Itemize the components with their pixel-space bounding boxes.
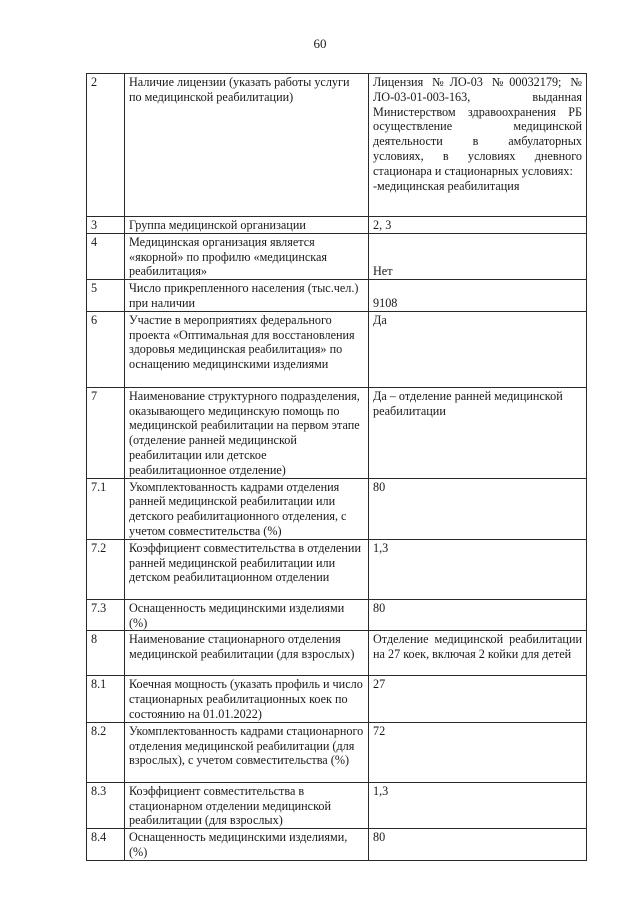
row-parameter: Оснащенность медицинскими изделиями, (%): [125, 829, 369, 861]
table-row: [87, 217, 587, 234]
row-parameter: Укомплектованность кадрами отделения ранней медицинской реабилитации или детского реабилитационного отделения, с учетом совместительства (%): [125, 478, 369, 539]
row-number: 5: [87, 280, 125, 312]
row-parameter: Группа медицинской организации: [125, 217, 369, 234]
table-row: [87, 478, 587, 539]
row-parameter: Коэффициент совместительства в стационарном отделении медицинской реабилитации (для взрослых): [125, 782, 369, 828]
row-value: Лицензия №ЛО-03 №00032179; № ЛО-03-01-003-163, выданная Министерством здравоохранения РБ осуществление медицинской деятельности в амбулаторных условиях, в условиях дневного стационара и стационарных условиях: -медицинская реабилитация: [369, 74, 587, 217]
table-row: [87, 782, 587, 828]
row-parameter: Наименование стационарного отделения медицинской реабилитации (для взрослых): [125, 631, 369, 676]
table-row: [87, 233, 587, 279]
row-value: 2, 3: [369, 217, 587, 234]
row-value: Да – отделение ранней медицинской реабилитации: [369, 387, 587, 478]
row-value: Да: [369, 311, 587, 387]
row-number: 8.2: [87, 722, 125, 782]
row-parameter: Коечная мощность (указать профиль и число стационарных реабилитационных коек по состоянию на 01.01.2022): [125, 676, 369, 722]
row-value: 80: [369, 599, 587, 631]
row-number: 8.4: [87, 829, 125, 861]
row-value: 9108: [369, 280, 587, 312]
row-number: 7.1: [87, 478, 125, 539]
row-value: Нет: [369, 233, 587, 279]
table-row: [87, 676, 587, 722]
table-row: [87, 599, 587, 631]
row-parameter: Число прикрепленного населения (тыс.чел.) при наличии: [125, 280, 369, 312]
table-row: [87, 631, 587, 676]
row-value: 1,3: [369, 539, 587, 599]
row-number: 4: [87, 233, 125, 279]
table-row: [87, 722, 587, 782]
row-parameter: Медицинская организация является «якорной» по профилю «медицинская реабилитация»: [125, 233, 369, 279]
row-parameter: Наименование структурного подразделения, оказывающего медицинскую помощь по медицинской реабилитации на первом этапе (отделение ранней медицинской реабилитации или детское реабилитационное отделение): [125, 387, 369, 478]
row-parameter: Наличие лицензии (указать работы услуги по медицинской реабилитации): [125, 74, 369, 217]
row-number: 8.3: [87, 782, 125, 828]
row-number: 2: [87, 74, 125, 217]
table-row: [87, 311, 587, 387]
row-parameter: Укомплектованность кадрами стационарного отделения медицинской реабилитации (для взрослых), с учетом совместительства (%): [125, 722, 369, 782]
row-value: 27: [369, 676, 587, 722]
row-number: 6: [87, 311, 125, 387]
table-row: [87, 280, 587, 312]
row-value: 80: [369, 829, 587, 861]
row-number: 7.2: [87, 539, 125, 599]
row-number: 3: [87, 217, 125, 234]
row-number: 8.1: [87, 676, 125, 722]
row-parameter: Коэффициент совместительства в отделении ранней медицинской реабилитации или детском реабилитационном отделении: [125, 539, 369, 599]
data-table: [86, 73, 587, 861]
row-value: Отделение медицинской реабилитации на 27 коек, включая 2 койки для детей: [369, 631, 587, 676]
row-parameter: Участие в мероприятиях федерального проекта «Оптимальная для восстановления здоровья медицинская реабилитация» по оснащению медицинскими изделиями: [125, 311, 369, 387]
row-number: 7: [87, 387, 125, 478]
table-row: [87, 387, 587, 478]
row-number: 7.3: [87, 599, 125, 631]
row-value: 1,3: [369, 782, 587, 828]
page-number: 60: [313, 36, 327, 51]
table-row: [87, 829, 587, 861]
row-number: 8: [87, 631, 125, 676]
table-row: [87, 539, 587, 599]
row-value: 80: [369, 478, 587, 539]
row-value: 72: [369, 722, 587, 782]
row-parameter: Оснащенность медицинскими изделиями (%): [125, 599, 369, 631]
table-row: [87, 74, 587, 217]
